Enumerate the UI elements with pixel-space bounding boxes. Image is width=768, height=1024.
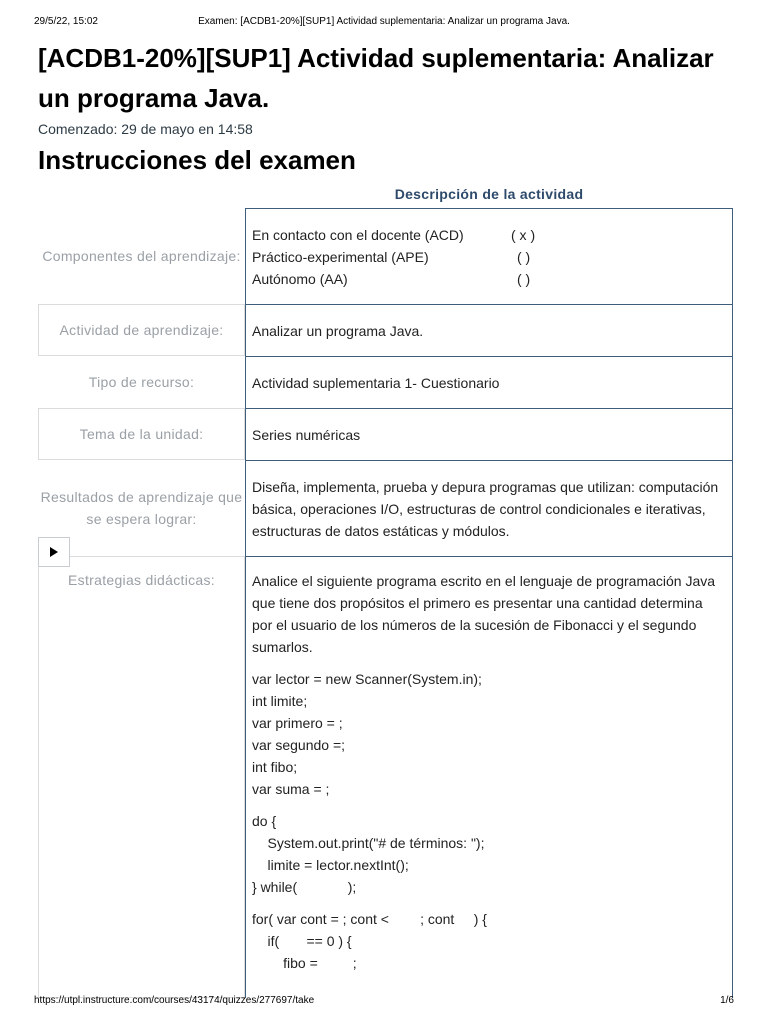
row-label-componentes: Componentes del aprendizaje:: [42, 248, 241, 264]
play-icon: [50, 547, 58, 557]
play-button[interactable]: [38, 537, 70, 567]
row-label-actividad: Actividad de aprendizaje:: [38, 304, 245, 356]
row-value-tema: [245, 408, 733, 460]
component-label: Autónomo (AA): [252, 271, 348, 287]
tema-text: Series numéricas: [252, 426, 361, 443]
row-value-actividad: [245, 304, 733, 356]
code-block-for-loop: [252, 908, 726, 974]
code-block-declarations: [252, 668, 726, 800]
code-line: for( var cont = ; cont < ; cont ) {: [252, 911, 487, 927]
code-line: do {: [252, 813, 277, 829]
code-line: limite = lector.nextInt();: [252, 857, 409, 873]
actividad-text: Analizar un programa Java.: [252, 322, 424, 339]
component-line: [252, 224, 726, 246]
started-timestamp: Comenzado: 29 de mayo en 14:58: [38, 121, 253, 137]
row-value-estrategias: [245, 556, 733, 998]
code-line: var primero = ;: [252, 715, 343, 731]
activity-description-table: [38, 208, 733, 998]
row-value-resultados: [245, 460, 733, 556]
component-mark: ( ): [517, 271, 531, 287]
row-value-componentes: [245, 208, 733, 304]
code-block-do-while: [252, 810, 726, 898]
estrategias-paragraph: Analice el siguiente programa escrito en el lenguaje de programación Java que tiene dos propósitos el primero es presentar una cantidad determina por el usuario de los números de la sucesión de Fibonacci y el segundo sumarlos.: [252, 573, 716, 655]
row-label-estrategias: Estrategias didácticas:: [38, 556, 245, 998]
tipo-recurso-text: Actividad suplementaria 1- Cuestionario: [252, 374, 500, 391]
print-document-title: Examen: [ACDB1-20%][SUP1] Actividad suplementaria: Analizar un programa Java.: [198, 16, 570, 27]
code-line: System.out.print("# de términos: ");: [252, 835, 485, 851]
code-line: if( == 0 ) {: [252, 933, 352, 949]
row-value-tipo-recurso: [245, 356, 733, 408]
component-label: Práctico-experimental (APE): [252, 249, 429, 265]
code-line: var segundo =;: [252, 737, 346, 753]
component-mark: ( x ): [511, 227, 536, 243]
code-line: int limite;: [252, 693, 308, 709]
code-line: var suma = ;: [252, 781, 330, 797]
table-caption: Descripción de la actividad: [394, 186, 584, 202]
section-title: Instrucciones del examen: [38, 145, 356, 175]
code-line: int fibo;: [252, 759, 298, 775]
print-url: https://utpl.instructure.com/courses/43174/quizzes/277697/take: [34, 995, 315, 1006]
resultados-text: Diseña, implementa, prueba y depura programas que utilizan: computación básica, operaciones I/O, estructuras de control condicionales e iterativas, estructuras de datos estáticas y módulos.: [252, 479, 719, 539]
component-mark: ( ): [517, 249, 531, 265]
component-line: [252, 246, 726, 268]
row-label-tipo-recurso: Tipo de recurso:: [88, 374, 195, 390]
print-page-number: 1/6: [720, 995, 734, 1006]
print-header: [0, 16, 768, 30]
print-footer: [0, 995, 768, 1009]
code-line: fibo = ;: [252, 955, 357, 971]
row-label-resultados: Resultados de aprendizaje que se espera lograr:: [40, 489, 243, 527]
row-label-tema: Tema de la unidad:: [38, 408, 245, 460]
component-line: [252, 268, 726, 290]
code-line: var lector = new Scanner(System.in);: [252, 671, 482, 687]
component-label: En contacto con el docente (ACD): [252, 227, 464, 243]
page-title: [ACDB1-20%][SUP1] Actividad suplementaria: Analizar un programa Java.: [38, 43, 714, 113]
print-date: 29/5/22, 15:02: [34, 16, 98, 27]
code-line: } while( );: [252, 879, 357, 895]
